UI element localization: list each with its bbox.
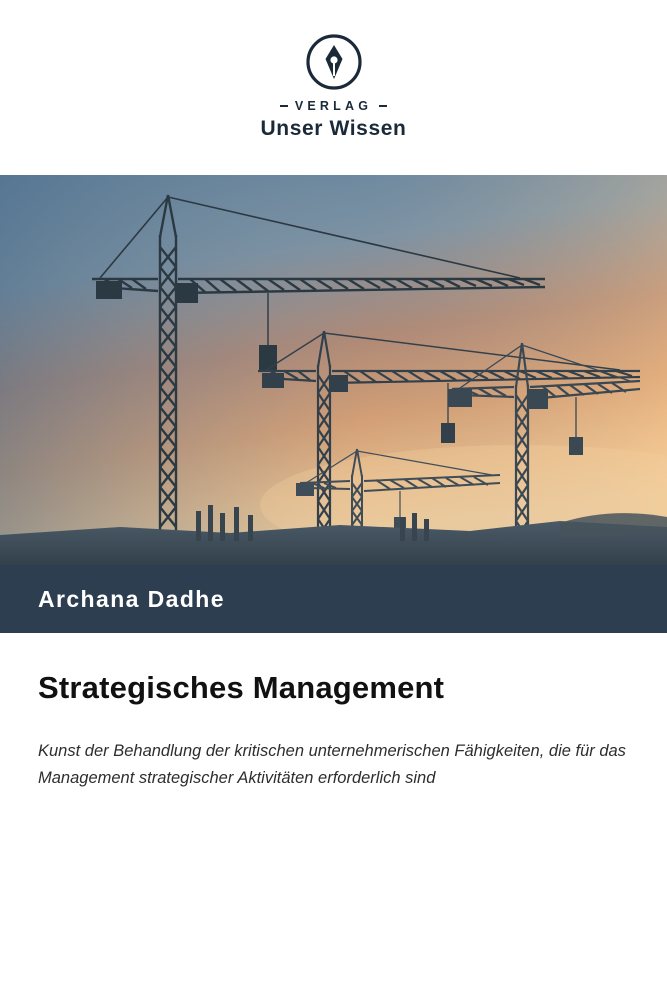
book-title: Strategisches Management [38,670,445,705]
book-subtitle: Kunst der Behandlung der kritischen unternehmerischen Fähigkeiten, die für das Management strategischer Aktivitäten erforderlich sind [38,742,626,787]
dash-right [379,105,387,107]
publisher-logo-block [0,0,667,175]
publisher-name-line2: Unser Wissen [260,117,407,140]
pen-nib-in-circle-icon [306,34,362,90]
author-name: Archana Dadhe [38,585,225,612]
publisher-verlag-text: VERLAG [294,99,373,113]
cover-photo [0,175,667,565]
title-area [0,633,667,1000]
dash-left [280,105,288,107]
author-band [0,565,667,633]
publisher-name-line1 [280,99,387,113]
